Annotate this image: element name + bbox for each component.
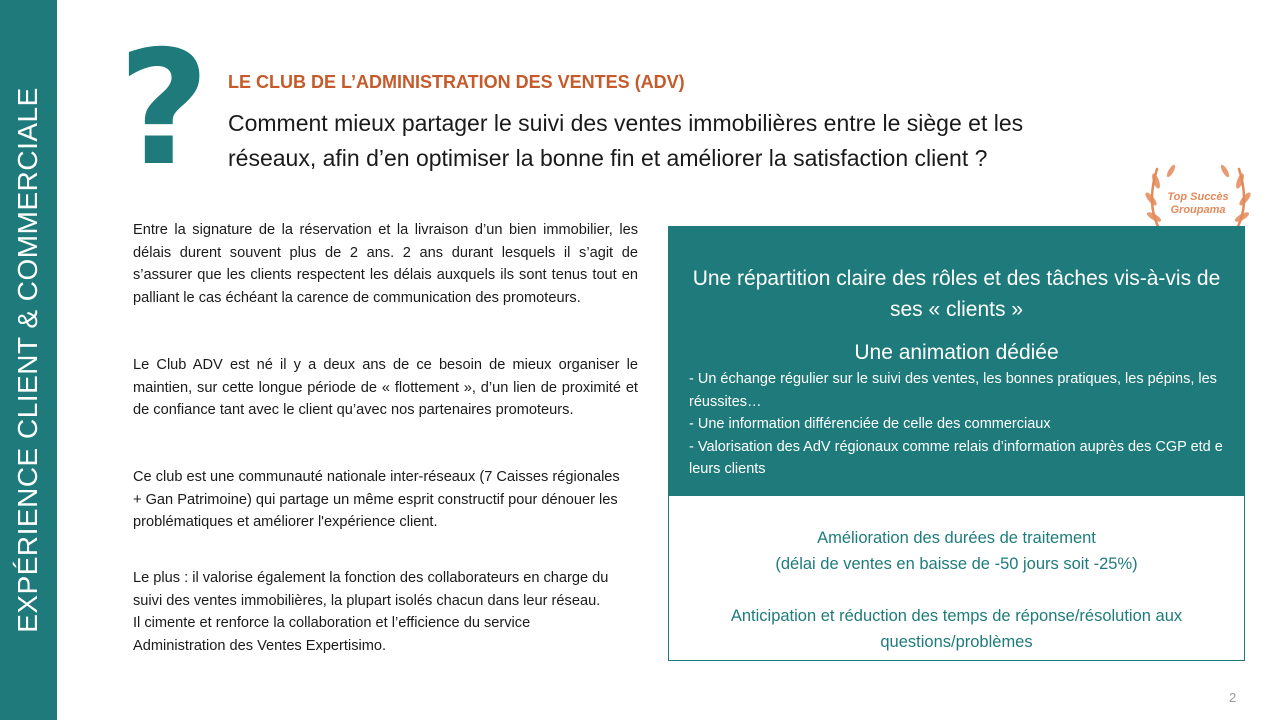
bullet-item-exchange: - Un échange régulier sur le suivi des ventes, les bonnes pratiques, les pépins, les réussites…: [689, 371, 1217, 410]
approach-box: [668, 226, 1245, 495]
badge-label: [1143, 191, 1253, 217]
page-question: [228, 106, 1138, 176]
paragraph-plus-line-2: Il cimente et renforce la collaboration et l’efficience du service Administration des Ventes Expertisimo.: [133, 615, 531, 655]
result-anticipation: Anticipation et réduction des temps de réponse/résolution aux questions/problèmes: [730, 607, 1183, 651]
badge-label-line-1: Top Succès: [1167, 191, 1229, 203]
question-mark-icon: ?: [118, 17, 210, 201]
page-number: 2: [1229, 690, 1237, 705]
badge-label-line-2: Groupama: [1170, 204, 1226, 216]
paragraph-context: Entre la signature de la réservation et la livraison d’un bien immobilier, les délais durent souvent plus de 2 ans. 2 ans durant lesquels il s’agit de s’assurer que les clients respectent les délais auxquels ils sont tenus tout en palliant le cas échéant la carence de communication des promoteurs.: [133, 222, 638, 307]
result-delay: (délai de ventes en baisse de -50 jours soit -25%): [775, 555, 1138, 573]
club-title: LE CLUB DE L’ADMINISTRATION DES VENTES (ADV): [228, 72, 685, 92]
paragraph-plus-line-1: Le plus : il valorise également la fonction des collaborateurs en charge du suivi des ventes immobilières, la plupart isolés chacun dans leur réseau.: [133, 570, 609, 609]
sidebar-band: [0, 0, 57, 720]
paragraph-origin: Le Club ADV est né il y a deux ans de ce besoin de mieux organiser le maintien, sur cette longue période de « flottement », d’un lien de proximité et de confiance tant avec le client qu’avec nos partenaires promoteurs.: [133, 357, 638, 419]
bullet-item-valorisation: - Valorisation des AdV régionaux comme relais d’information auprès des CGP etd e leurs clients: [689, 438, 1223, 477]
sidebar-title: EXPÉRIENCE CLIENT & COMMERCIALE: [12, 87, 43, 633]
paragraph-community: Ce club est une communauté nationale inter-réseaux (7 Caisses régionales + Gan Patrimoine) qui partage un même esprit constructif pour dénouer les problématiques et améliorer l'expérience client.: [133, 469, 620, 531]
results-box: [668, 495, 1245, 661]
question-line-1: Comment mieux partager le suivi des ventes immobilières entre le siège et les: [228, 110, 1024, 136]
question-line-2: réseaux, afin d’en optimiser la bonne fin et améliorer la satisfaction client ?: [228, 145, 988, 171]
paragraph-plus: [133, 567, 623, 658]
animation-heading: Une animation dédiée: [854, 341, 1059, 364]
result-duration: Amélioration des durées de traitement: [817, 529, 1096, 547]
roles-heading: Une répartition claire des rôles et des tâches vis-à-vis de ses « clients »: [692, 267, 1221, 321]
bullet-item-information: - Une information différenciée de celle des commerciaux: [689, 416, 1051, 432]
